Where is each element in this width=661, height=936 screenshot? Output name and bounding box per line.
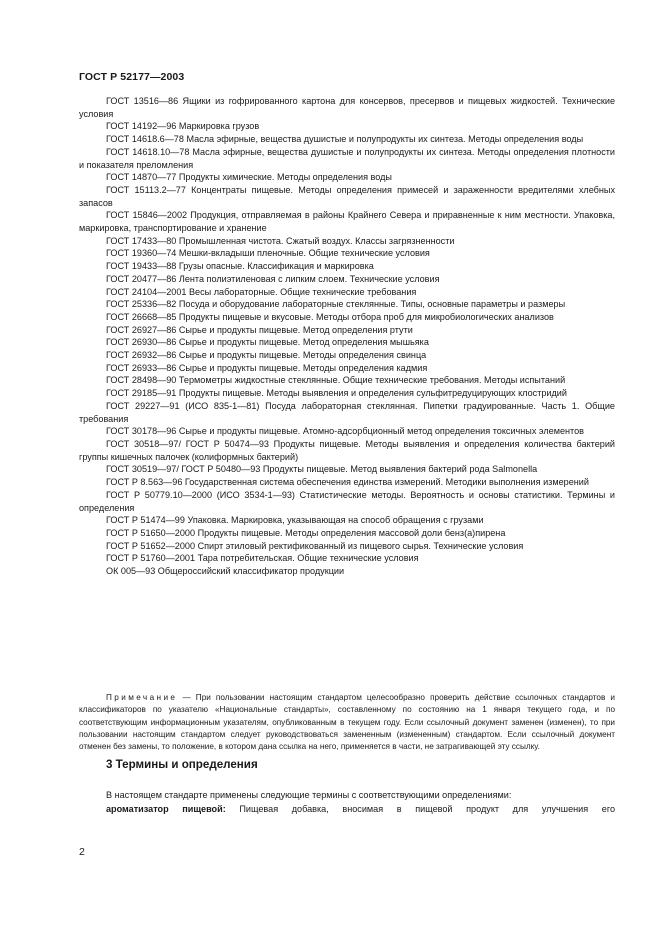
section-intro: В настоящем стандарте применены следующие термины с соответствующими определениями: xyxy=(106,790,512,800)
reference-item: ГОСТ Р 8.563—96 Государственная система обеспечения единства измерений. Методики выполнения измерений xyxy=(106,477,589,488)
reference-item: ГОСТ 28498—90 Термометры жидкостные стеклянные. Общие технические требования. Методы испытаний xyxy=(106,375,566,386)
reference-item: ГОСТ 14870—77 Продукты химические. Методы определения воды xyxy=(106,172,392,183)
normative-references-list xyxy=(79,95,615,578)
page-number: 2 xyxy=(79,846,85,858)
reference-item: ГОСТ 19433—88 Грузы опасные. Классификация и маркировка xyxy=(106,261,374,272)
note-text: — При пользовании настоящим стандартом целесообразно проверить действие ссылочных стандартов и классификаторов по указателю «Национальные стандарты», составленному по состоянию на 1 января текущего года, и по соответствующим информационным указателям, опубликованным в текущем году. Если ссылочный документ заменен (изменен), то при пользовании настоящим стандартом следует руководствоваться замененным (измененным) стандартом. Если ссылочный документ отменен без замены, то положение, в котором дана ссылка на него, применяется в части, не затрагивающей эту ссылку. xyxy=(79,693,615,752)
reference-item: ГОСТ Р 50779.10—2000 (ИСО 3534-1—93) Статистические методы. Вероятность и основы статистики. Термины и определения xyxy=(79,489,615,513)
reference-item: ГОСТ 14192—96 Маркировка грузов xyxy=(106,121,260,132)
term-definition xyxy=(79,803,615,817)
term-text: Пищевая добавка, вносимая в пищевой продукт для улучшения его xyxy=(225,804,615,814)
document-code-header: ГОСТ Р 52177—2003 xyxy=(79,71,185,83)
reference-item: ГОСТ 29185—91 Продукты пищевые. Методы выявления и определения сульфитредуцирующих клостридий xyxy=(106,388,567,399)
reference-item: ГОСТ 13516—86 Ящики из гофрированного картона для консервов, пресервов и пищевых жидкостей. Технические условия xyxy=(79,96,615,119)
reference-item: ГОСТ 30518—97/ ГОСТ Р 50474—93 Продукты пищевые. Методы выявления и определения количества бактерий группы кишечных палочек (колиформных бактерий) xyxy=(79,438,615,462)
reference-item: ГОСТ 29227—91 (ИСО 835-1—81) Посуда лабораторная стеклянная. Пипетки градуированные. Часть 1. Общие требования xyxy=(79,400,615,424)
note-lead: Примечание xyxy=(106,693,178,702)
reference-item: ГОСТ 14618.10—78 Масла эфирные, вещества душистые и полупродукты их синтеза. Методы определения плотности и показателя преломления xyxy=(79,146,615,170)
reference-item: ГОСТ 26930—86 Сырье и продукты пищевые. Метод определения мышьяка xyxy=(106,337,429,348)
reference-item: ГОСТ 19360—74 Мешки-вкладыши пленочные. Общие технические условия xyxy=(106,248,430,259)
reference-item: ГОСТ Р 51760—2001 Тара потребительская. Общие технические условия xyxy=(106,553,419,564)
reference-item: ГОСТ 24104—2001 Весы лабораторные. Общие технические требования xyxy=(106,286,417,297)
reference-item: ГОСТ 15113.2—77 Концентраты пищевые. Методы определения примесей и зараженности вредителями хлебных запасов xyxy=(79,184,615,208)
reference-item: ГОСТ Р 51650—2000 Продукты пищевые. Методы определения массовой доли бенз(а)пирена xyxy=(106,527,506,538)
reference-item: ГОСТ 17433—80 Промышленная чистота. Сжатый воздух. Классы загрязненности xyxy=(106,235,455,246)
reference-item: ГОСТ 25336—82 Посуда и оборудование лабораторные стеклянные. Типы, основные параметры и размеры xyxy=(106,299,566,310)
reference-item: ГОСТ 30519—97/ ГОСТ Р 50480—93 Продукты пищевые. Метод выявления бактерий рода Salmonella xyxy=(106,464,538,475)
reference-item: ГОСТ Р 51474—99 Упаковка. Маркировка, указывающая на способ обращения с грузами xyxy=(106,515,484,526)
section-title: 3 Термины и определения xyxy=(106,758,258,771)
reference-item: ГОСТ 26933—86 Сырье и продукты пищевые. Методы определения кадмия xyxy=(106,362,428,373)
term-name: ароматизатор пищевой: xyxy=(106,804,226,814)
reference-item: ГОСТ Р 51652—2000 Спирт этиловый ректификованный из пищевого сырья. Технические условия xyxy=(106,540,524,551)
reference-item: ГОСТ 30178—96 Сырье и продукты пищевые. Атомно-адсорбционный метод определения токсичных элементов xyxy=(106,426,584,437)
reference-item: ОК 005—93 Общероссийский классификатор продукции xyxy=(106,566,345,577)
reference-item: ГОСТ 26668—85 Продукты пищевые и вкусовые. Методы отбора проб для микробиологических анализов xyxy=(106,311,554,322)
reference-item: ГОСТ 26927—86 Сырье и продукты пищевые. Метод определения ртути xyxy=(106,324,413,335)
references-note xyxy=(79,692,615,753)
reference-item: ГОСТ 20477—86 Лента полиэтиленовая с липким слоем. Технические условия xyxy=(106,273,440,284)
reference-item: ГОСТ 26932—86 Сырье и продукты пищевые. Методы определения свинца xyxy=(106,350,427,361)
reference-item: ГОСТ 15846—2002 Продукция, отправляемая в районы Крайнего Севера и приравненные к ним местности. Упаковка, маркировка, транспортирование и хранение xyxy=(79,210,615,234)
reference-item: ГОСТ 14618.6—78 Масла эфирные, вещества душистые и полупродукты их синтеза. Методы определения воды xyxy=(106,134,584,145)
